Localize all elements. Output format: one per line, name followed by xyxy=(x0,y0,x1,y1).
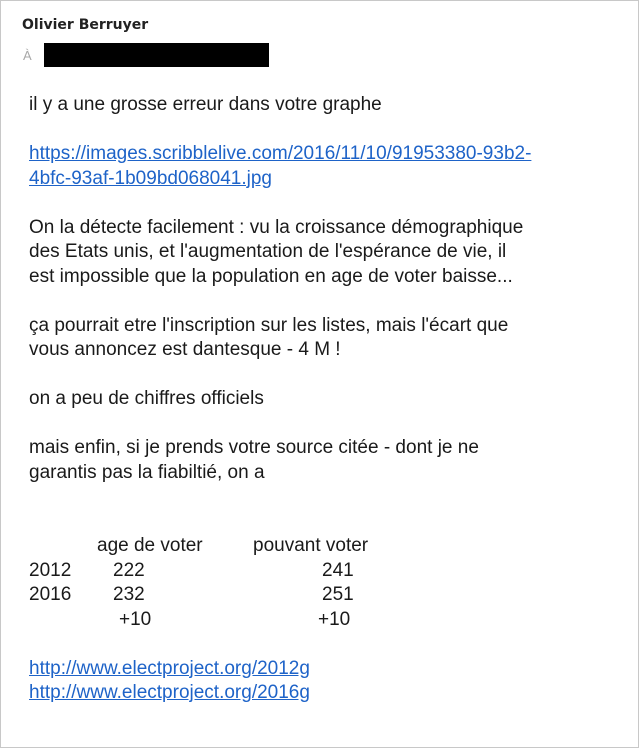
sender-name: Olivier Berruyer xyxy=(22,17,149,33)
paragraph-link xyxy=(29,142,629,191)
cell-year: 2012 xyxy=(29,559,72,581)
paragraph: on a peu de chiffres officiels xyxy=(29,388,264,409)
message-body xyxy=(29,93,629,706)
column-header-pouvant: pouvant voter xyxy=(253,535,369,556)
paragraph xyxy=(29,314,629,363)
link-electproject-2012[interactable]: http://www.electproject.org/2012g xyxy=(29,657,310,679)
recipient-label: À xyxy=(23,48,32,63)
source-links xyxy=(29,657,629,706)
link-chart-image-line1[interactable]: https://images.scribblelive.com/2016/11/10/91953380-93b2- xyxy=(29,143,532,164)
paragraph xyxy=(29,216,629,290)
table-row xyxy=(29,559,629,584)
table-diff-row xyxy=(29,608,629,633)
text-line: garantis pas la fiabiltié, on a xyxy=(29,461,265,483)
table-row xyxy=(29,583,629,608)
paragraph xyxy=(29,436,629,485)
paragraph: il y a une grosse erreur dans votre graphe xyxy=(29,94,382,115)
cell-age: 222 xyxy=(113,559,145,581)
text-line: On la détecte facilement : vu la croissance démographique xyxy=(29,216,524,238)
cell-pouvant: 251 xyxy=(322,584,354,605)
column-header-age: age de voter xyxy=(97,535,203,556)
text-line: est impossible que la population en age de voter baisse... xyxy=(29,265,513,287)
cell-age: 232 xyxy=(113,584,145,605)
cell-pouvant: 241 xyxy=(322,559,354,581)
link-chart-image-line2[interactable]: 4bfc-93af-1b09bd068041.jpg xyxy=(29,167,272,189)
text-line: ça pourrait etre l'inscription sur les listes, mais l'écart que xyxy=(29,314,509,336)
text-line: vous annoncez est dantesque - 4 M ! xyxy=(29,339,341,360)
cell-diff-pouvant: +10 xyxy=(318,608,351,630)
cell-year: 2016 xyxy=(29,584,72,605)
table-header-row xyxy=(29,534,629,559)
cell-diff-age: +10 xyxy=(119,608,152,630)
text-line: mais enfin, si je prends votre source citée - dont je ne xyxy=(29,437,479,458)
text-line: des Etats unis, et l'augmentation de l'espérance de vie, il xyxy=(29,241,507,262)
figures-table xyxy=(29,534,629,632)
redacted-recipient xyxy=(44,43,269,67)
link-electproject-2016[interactable]: http://www.electproject.org/2016g xyxy=(29,682,310,703)
